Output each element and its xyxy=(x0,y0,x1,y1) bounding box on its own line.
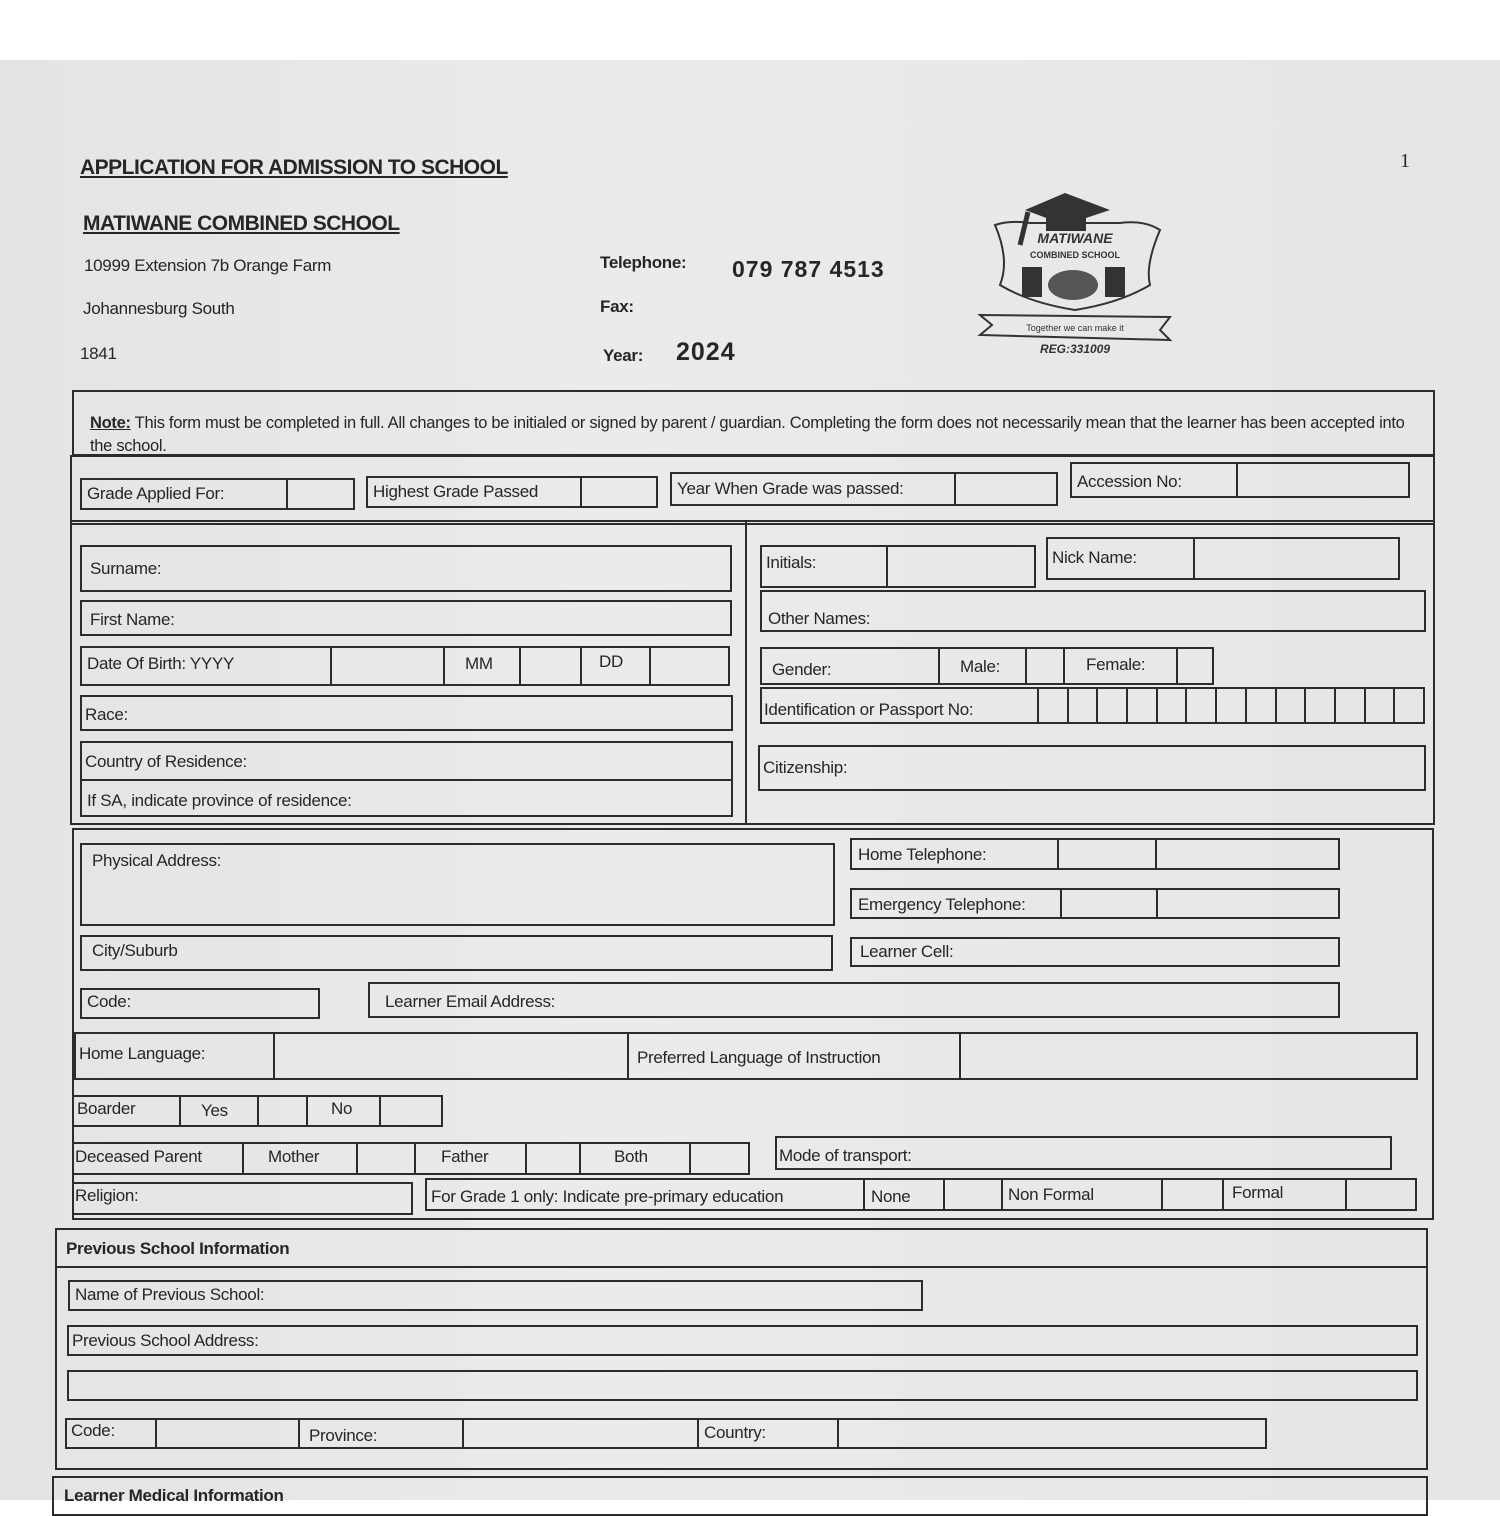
svg-text:Together we can make it: Together we can make it xyxy=(1026,323,1124,333)
note-label: Note: xyxy=(90,414,131,432)
home-telephone-field[interactable]: Home Telephone: xyxy=(850,838,1340,870)
address-line-2: Johannesburg South xyxy=(83,299,235,318)
previous-school-name-field[interactable]: Name of Previous School: xyxy=(68,1280,923,1311)
grade-applied-field[interactable]: Grade Applied For: xyxy=(80,478,355,510)
learner-cell-field[interactable]: Learner Cell: xyxy=(850,937,1340,967)
highest-grade-field[interactable]: Highest Grade Passed xyxy=(366,476,658,508)
country-of-residence-field[interactable]: Country of Residence: xyxy=(80,741,733,781)
medical-heading: Learner Medical Information xyxy=(64,1486,284,1505)
boarder-field[interactable]: Boarder Yes No xyxy=(72,1095,443,1127)
fax-label: Fax: xyxy=(600,297,634,316)
medical-section xyxy=(52,1476,1428,1516)
id-passport-field[interactable]: Identification or Passport No: xyxy=(760,687,1425,724)
accession-no-field[interactable]: Accession No: xyxy=(1070,462,1410,498)
first-name-field[interactable]: First Name: xyxy=(80,600,732,636)
date-of-birth-field[interactable]: Date Of Birth: YYYY MM DD xyxy=(80,646,730,686)
initials-field[interactable]: Initials: xyxy=(760,545,1036,588)
page-number: 1 xyxy=(1400,150,1410,172)
race-field[interactable]: Race: xyxy=(80,695,733,731)
mode-of-transport-field[interactable]: Mode of transport: xyxy=(775,1136,1392,1170)
physical-address-field[interactable]: Physical Address: xyxy=(80,843,835,926)
school-logo xyxy=(970,185,1180,360)
previous-school-address-field[interactable]: Previous School Address: xyxy=(67,1325,1418,1356)
previous-school-location-row[interactable]: Code: Province: Country: xyxy=(65,1418,1267,1449)
id-digit-boxes[interactable] xyxy=(1037,689,1423,722)
year-value: 2024 xyxy=(676,338,736,366)
pre-primary-education-field[interactable]: For Grade 1 only: Indicate pre-primary education None Non Formal Formal xyxy=(425,1178,1417,1211)
emergency-telephone-field[interactable]: Emergency Telephone: xyxy=(850,888,1340,919)
religion-field[interactable]: Religion: xyxy=(72,1182,413,1215)
address-line-1: 10999 Extension 7b Orange Farm xyxy=(84,256,332,275)
svg-text:MATIWANE: MATIWANE xyxy=(1037,230,1113,246)
address-line-3: 1841 xyxy=(80,344,117,363)
surname-field[interactable]: Surname: xyxy=(80,545,732,592)
note-text: This form must be completed in full. All changes to be initialed or signed by parent / guardian. Completing the form does not necessarily mean that the learner has been accepted into the school. xyxy=(90,414,1405,455)
code-field[interactable]: Code: xyxy=(80,988,320,1019)
deceased-parent-field[interactable]: Deceased Parent Mother Father Both xyxy=(72,1142,750,1175)
school-name: MATIWANE COMBINED SCHOOL xyxy=(83,212,400,235)
telephone-value: 079 787 4513 xyxy=(732,256,885,282)
city-suburb-field[interactable]: City/Suburb xyxy=(80,935,833,971)
svg-text:COMBINED SCHOOL: COMBINED SCHOOL xyxy=(1030,250,1120,260)
note-box xyxy=(72,390,1435,456)
telephone-label: Telephone: xyxy=(600,253,687,272)
nick-name-field[interactable]: Nick Name: xyxy=(1046,537,1400,580)
previous-school-heading: Previous School Information xyxy=(66,1239,290,1258)
learner-email-field[interactable]: Learner Email Address: xyxy=(368,982,1340,1018)
gender-field[interactable]: Gender: Male: Female: xyxy=(760,647,1214,685)
language-row[interactable]: Home Language: Preferred Language of Instruction xyxy=(74,1032,1418,1080)
year-passed-field[interactable]: Year When Grade was passed: xyxy=(670,472,1058,506)
previous-school-address-line-2[interactable] xyxy=(67,1370,1418,1401)
province-field[interactable]: If SA, indicate province of residence: xyxy=(80,779,733,817)
form-title: APPLICATION FOR ADMISSION TO SCHOOL xyxy=(80,156,508,179)
other-names-field[interactable]: Other Names: xyxy=(760,590,1426,632)
svg-text:REG:331009: REG:331009 xyxy=(1039,342,1111,356)
year-label: Year: xyxy=(603,346,644,365)
citizenship-field[interactable]: Citizenship: xyxy=(758,745,1426,791)
